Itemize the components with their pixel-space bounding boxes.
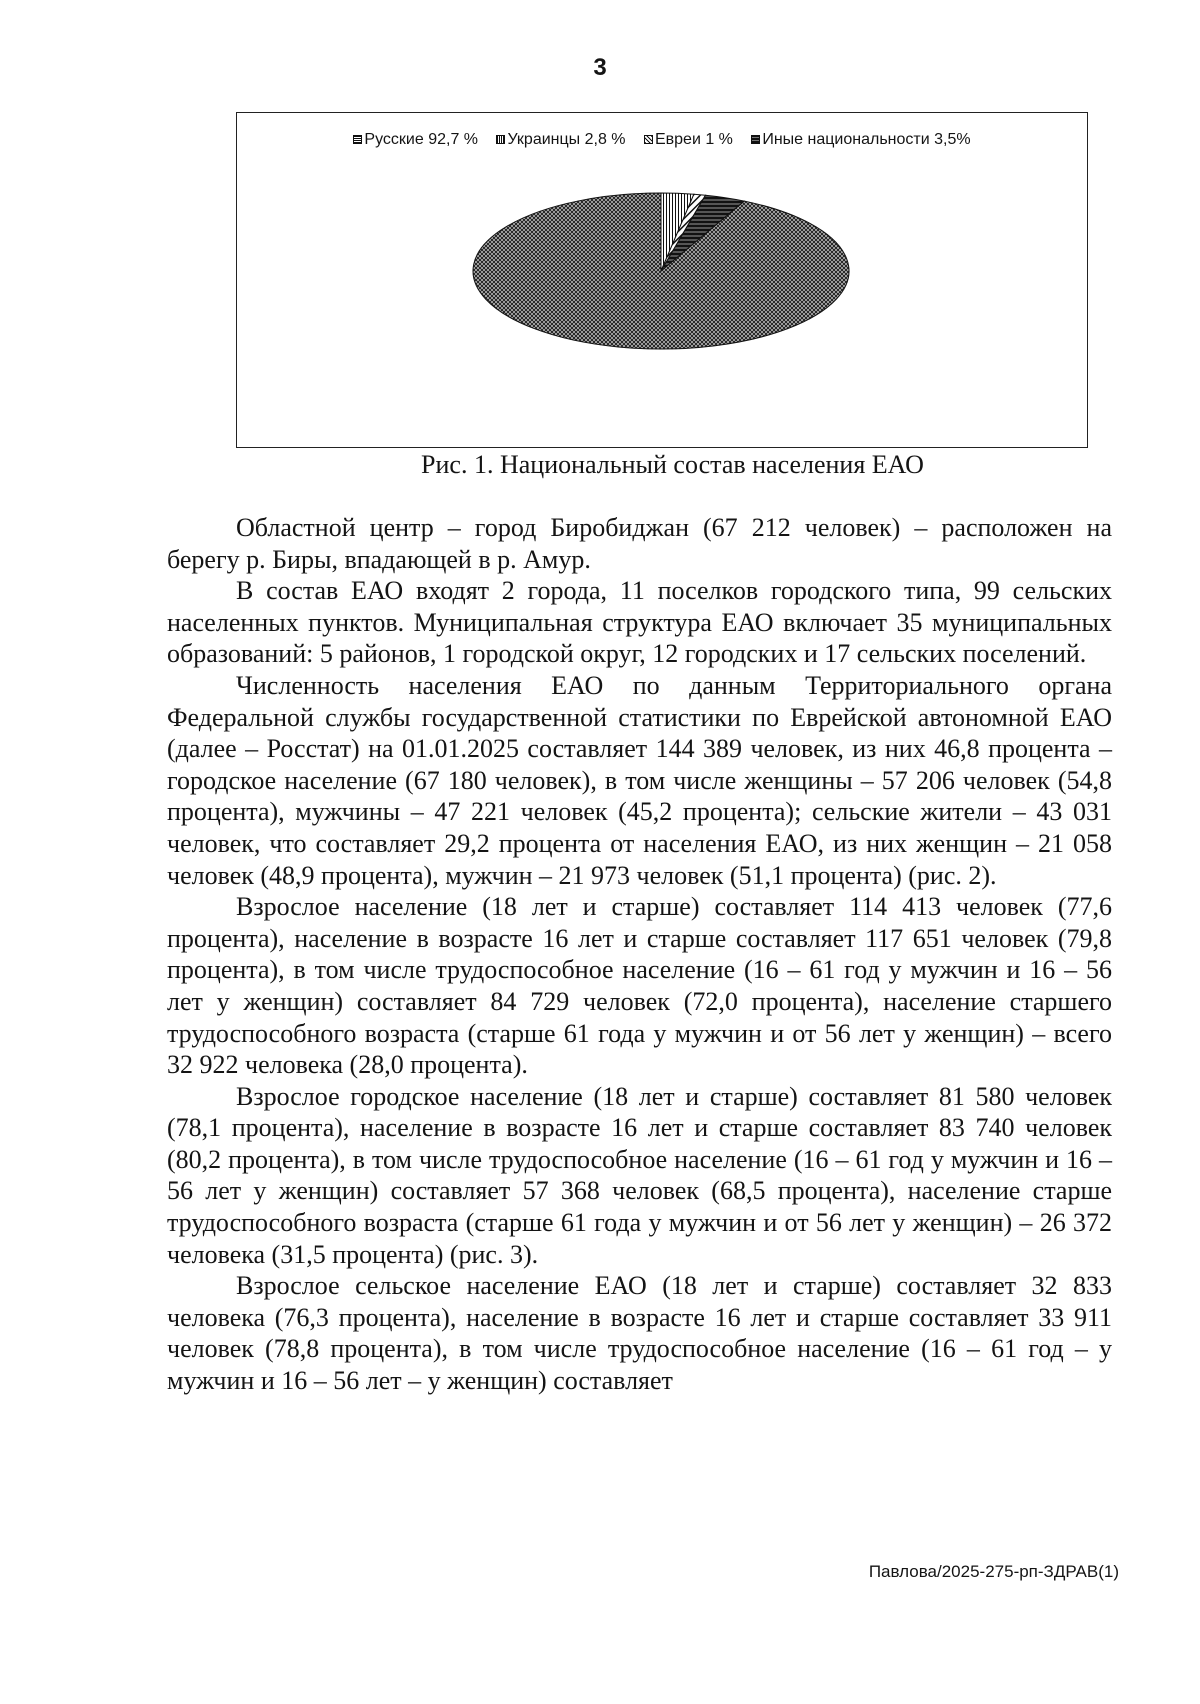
paragraph: В состав ЕАО входят 2 города, 11 поселков городского типа, 99 сельских населенных пунктов. Муниципальная структура ЕАО включает 35 муниципальных образований: 5 районов, 1 городской округ, 12 городских и 17 сельских поселений. bbox=[167, 576, 1112, 669]
legend-label-other: Иные национальности 3,5% bbox=[762, 131, 971, 148]
paragraph: Взрослое городское население (18 лет и старше) составляет 81 580 человек (78,1 процента), население в возрасте 16 лет и старше составляет 83 740 человек (80,2 процента), в том числе трудоспособное население (16 – 61 год у мужчин и 16 – 56 лет у женщин) составляет 57 368 человек (68,5 процента), население старше трудоспособного возраста (старше 61 года у мужчин и от 56 лет у женщин) – 26 372 человека (31,5 процента) (рис. 3). bbox=[167, 1081, 1112, 1269]
paragraph: Взрослое сельское население ЕАО (18 лет и старше) составляет 32 833 человека (76,3 процента), население в возрасте 16 лет и старше составляет 33 911 человек (78,8 процента), в том числе трудоспособное население (16 – 61 год – у мужчин и 16 – 56 лет – у женщин) составляет bbox=[167, 1271, 1112, 1396]
body-text bbox=[167, 512, 1112, 1397]
document-footer-id: Павлова/2025-275-рп-ЗДРАВ(1) bbox=[868, 1562, 1119, 1581]
paragraph: Областной центр – город Биробиджан (67 212 человек) – расположен на берегу р. Биры, впадающей в р. Амур. bbox=[167, 513, 1112, 574]
paragraph: Взрослое население (18 лет и старше) составляет 114 413 человек (77,6 процента), население в возрасте 16 лет и старше составляет 117 651 человек (79,8 процента), в том числе трудоспособное население (16 – 61 год у мужчин и 16 – 56 лет у женщин) составляет 84 729 человек (72,0 процента), население старшего трудоспособного возраста (старше 61 года у мужчин и от 56 лет у женщин) – всего 32 922 человека (28,0 процента). bbox=[167, 892, 1112, 1080]
paragraph: Численность населения ЕАО по данным Территориального органа Федеральной службы государственной статистики по Еврейской автономной ЕАО (далее – Росстат) на 01.01.2025 составляет 144 389 человек, из них 46,8 процента – городское население (67 180 человек), в том числе женщины – 57 206 человек (54,8 процента), мужчины – 47 221 человек (45,2 процента); сельские жители – 43 031 человек, что составляет 29,2 процента от населения ЕАО, из них женщин – 21 058 человек (48,9 процента), мужчин – 21 973 человек (51,1 процента) (рис. 2). bbox=[167, 670, 1112, 890]
pie-chart bbox=[237, 113, 1086, 446]
legend-label-russians: Русские 92,7 % bbox=[364, 131, 479, 148]
legend-label-ukrainians: Украинцы 2,8 % bbox=[507, 131, 626, 148]
legend-label-jews: Евреи 1 % bbox=[654, 131, 733, 148]
figure-caption: Рис. 1. Национальный состав населения ЕАО bbox=[421, 450, 924, 479]
pie-chart-frame bbox=[236, 112, 1088, 448]
page-number: 3 bbox=[593, 54, 607, 81]
